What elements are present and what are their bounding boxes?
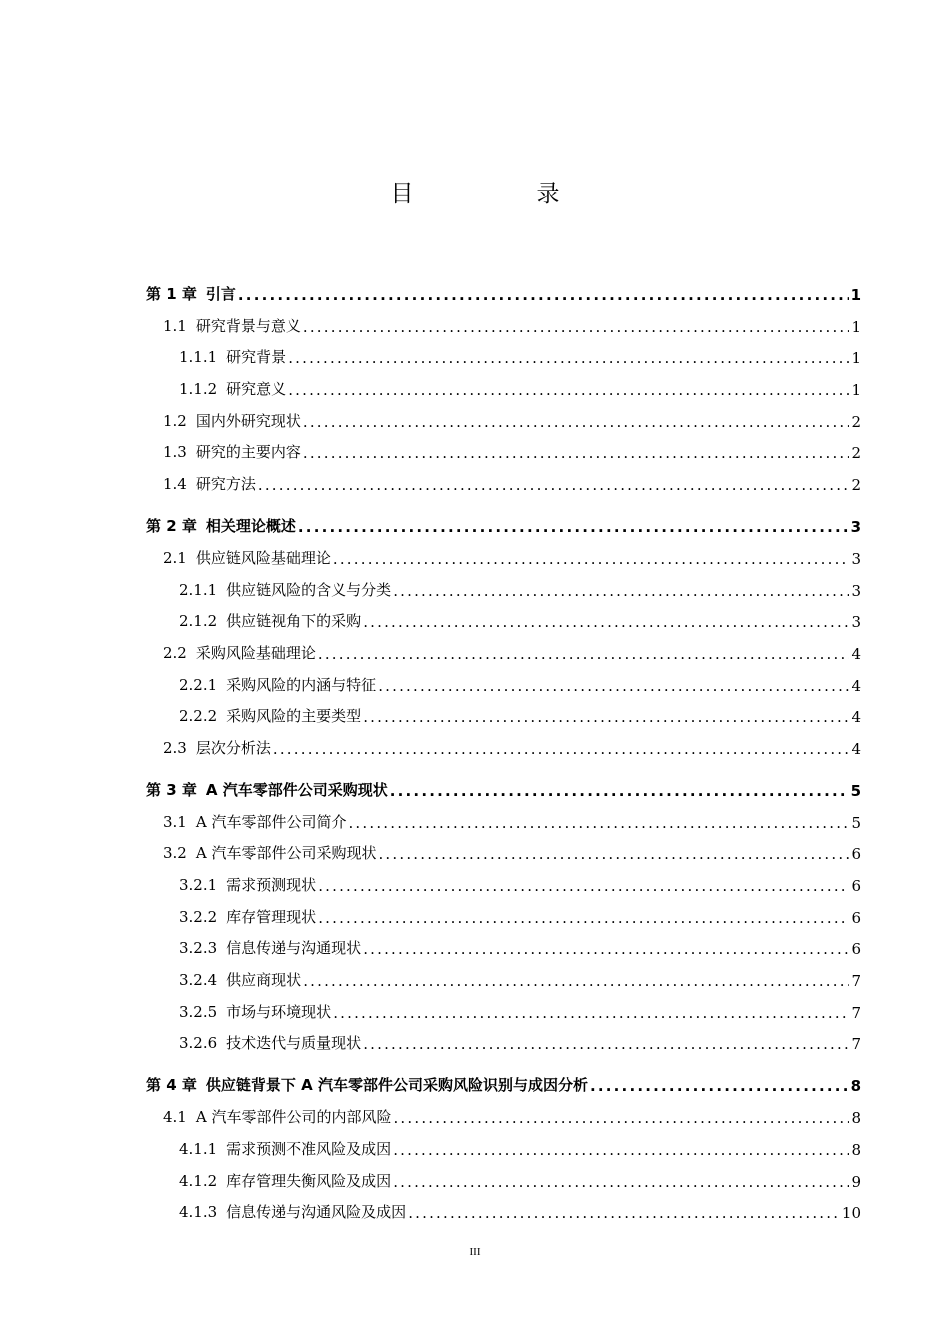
toc-title: 国内外研究现状 xyxy=(195,411,301,430)
toc-page-number: 5 xyxy=(850,781,861,800)
toc-entry-2-2-2[interactable] xyxy=(146,699,861,731)
toc-title: 市场与环境现状 xyxy=(226,1002,332,1021)
toc-number: 4.1.2 xyxy=(179,1171,218,1190)
toc-page-number: 7 xyxy=(851,1035,861,1054)
toc-entry-4-1-3[interactable] xyxy=(146,1195,861,1227)
toc-title: 采购风险基础理论 xyxy=(195,643,316,662)
toc-page-number: 9 xyxy=(851,1172,861,1191)
dot-leader xyxy=(363,940,849,962)
toc-page-number: 4 xyxy=(851,676,861,695)
toc-title: 供应链背景下 A 汽车零部件公司采购风险识别与成因分析 xyxy=(205,1076,588,1095)
toc-entry-chapter-3[interactable] xyxy=(146,772,861,804)
toc-page-number: 6 xyxy=(851,845,861,864)
page-number-footer: III xyxy=(469,1246,481,1258)
dot-leader xyxy=(303,318,850,340)
toc-title: 库存管理现状 xyxy=(226,907,317,926)
dot-leader xyxy=(393,582,849,604)
toc-page-number: 1 xyxy=(850,286,861,304)
dot-leader xyxy=(363,708,849,730)
toc-entry-3-2-5[interactable] xyxy=(146,994,861,1026)
toc-page-number: 1 xyxy=(851,317,861,336)
toc-number: 4.1.1 xyxy=(179,1139,218,1158)
toc-entry-1-2[interactable] xyxy=(146,403,861,435)
dot-leader xyxy=(288,381,849,403)
dot-leader xyxy=(318,645,850,667)
dot-leader xyxy=(303,444,850,466)
dot-leader xyxy=(318,909,849,931)
toc-number: 3.2.5 xyxy=(179,1002,218,1021)
toc-number: 2.2 xyxy=(163,643,187,662)
toc-title: 需求预测不准风险及成因 xyxy=(226,1139,392,1158)
dot-leader xyxy=(378,677,849,699)
toc-entry-1-1[interactable] xyxy=(146,308,861,340)
toc-number: 第 1 章 xyxy=(146,285,197,303)
toc-number: 3.2.1 xyxy=(179,876,218,894)
toc-number: 第 3 章 xyxy=(146,780,197,799)
toc-entry-4-1[interactable] xyxy=(146,1099,861,1131)
toc-page-number: 3 xyxy=(851,613,861,632)
toc-number: 2.1.1 xyxy=(179,580,218,599)
toc-page-number: 5 xyxy=(851,813,861,832)
toc-entry-chapter-1[interactable] xyxy=(146,276,861,308)
toc-number: 3.2.4 xyxy=(179,971,218,990)
dot-leader xyxy=(363,613,849,635)
toc-entry-1-4[interactable] xyxy=(146,466,861,498)
toc-page-number: 10 xyxy=(841,1204,861,1223)
dot-leader xyxy=(348,814,849,836)
toc-entry-3-2-3[interactable] xyxy=(146,931,861,963)
toc-title: 采购风险的主要类型 xyxy=(226,707,362,726)
toc-entry-1-1-2[interactable] xyxy=(146,371,861,403)
toc-entry-1-1-1[interactable] xyxy=(146,340,861,372)
toc-number: 2.1.2 xyxy=(179,612,218,631)
toc-entry-chapter-4[interactable] xyxy=(146,1067,861,1099)
toc-number: 第 2 章 xyxy=(146,517,197,536)
toc-title: 研究背景与意义 xyxy=(195,316,301,335)
toc-number: 3.1 xyxy=(163,812,187,831)
toc-page-number: 6 xyxy=(851,908,861,927)
toc-entry-4-1-2[interactable] xyxy=(146,1163,861,1195)
toc-number: 1.1.1 xyxy=(179,348,218,367)
toc-entry-3-2-4[interactable] xyxy=(146,962,861,994)
toc-page-number: 3 xyxy=(850,518,861,537)
toc-page-number: 4 xyxy=(851,644,861,663)
dot-leader xyxy=(393,1173,849,1195)
toc-title: 研究方法 xyxy=(195,475,256,494)
toc-page-number: 1 xyxy=(851,381,861,400)
toc-page-number: 8 xyxy=(850,1077,861,1096)
toc-number: 3.2 xyxy=(163,844,187,863)
dot-leader xyxy=(273,740,850,762)
toc-entry-3-2[interactable] xyxy=(146,836,861,868)
toc-title: A 汽车零部件公司采购现状 xyxy=(195,844,377,863)
toc-page-number: 6 xyxy=(851,877,861,895)
dot-leader xyxy=(303,413,850,435)
toc-title: A 汽车零部件公司简介 xyxy=(195,812,347,831)
toc-page-number: 1 xyxy=(851,349,861,368)
toc-title: 层次分析法 xyxy=(195,738,271,757)
toc-page-number: 8 xyxy=(851,1140,861,1159)
toc-page-number: 4 xyxy=(851,708,861,727)
toc-number: 1.2 xyxy=(163,411,187,430)
toc-entry-3-2-2[interactable] xyxy=(146,899,861,931)
dot-leader xyxy=(303,972,849,994)
toc-number: 4.1 xyxy=(163,1108,187,1127)
toc-title: 供应链风险基础理论 xyxy=(195,548,331,567)
toc-title: 研究背景 xyxy=(226,348,287,367)
toc-title: 相关理论概述 xyxy=(205,517,296,536)
toc-title: 库存管理失衡风险及成因 xyxy=(226,1171,392,1190)
toc-title: 研究的主要内容 xyxy=(195,443,301,462)
toc-page-number: 3 xyxy=(851,581,861,600)
page-title: 目 录 xyxy=(390,181,610,207)
dot-leader xyxy=(238,286,849,308)
dot-leader xyxy=(333,550,850,572)
toc-page-number: 2 xyxy=(851,444,861,463)
toc-number: 第 4 章 xyxy=(146,1076,197,1095)
toc-number: 2.2.1 xyxy=(179,675,218,694)
dot-leader xyxy=(393,1109,849,1131)
toc-title: 技术迭代与质量现状 xyxy=(226,1034,362,1053)
toc-title: 研究意义 xyxy=(226,380,287,399)
toc-page-number: 2 xyxy=(851,412,861,431)
dot-leader xyxy=(258,476,850,498)
toc-number: 3.2.2 xyxy=(179,907,218,926)
toc-number: 1.1 xyxy=(163,316,187,335)
toc-page-number: 7 xyxy=(851,972,861,991)
toc-number: 1.4 xyxy=(163,475,187,494)
toc-number: 2.3 xyxy=(163,738,187,757)
dot-leader xyxy=(298,518,849,540)
toc-title: 供应商现状 xyxy=(226,971,302,990)
dot-leader xyxy=(408,1204,840,1226)
toc-entry-3-2-1[interactable] xyxy=(146,867,861,899)
toc-entry-3-2-6[interactable] xyxy=(146,1026,861,1058)
toc-entry-chapter-2[interactable] xyxy=(146,508,861,540)
toc-page-number: 3 xyxy=(851,549,861,568)
toc-entry-2-2[interactable] xyxy=(146,635,861,667)
toc-page-number: 8 xyxy=(851,1109,861,1128)
toc-title: 信息传递与沟通风险及成因 xyxy=(226,1203,407,1222)
dot-leader xyxy=(378,845,849,867)
toc-title: 采购风险的内涵与特征 xyxy=(226,675,377,694)
dot-leader xyxy=(390,782,849,804)
dot-leader xyxy=(333,1004,849,1026)
toc-number: 2.2.2 xyxy=(179,707,218,726)
toc-title: 供应链视角下的采购 xyxy=(226,612,362,631)
table-of-contents xyxy=(146,276,861,1226)
toc-number: 3.2.3 xyxy=(179,939,218,958)
toc-entry-2-1[interactable] xyxy=(146,540,861,572)
toc-entry-1-3[interactable] xyxy=(146,435,861,467)
toc-title: 供应链风险的含义与分类 xyxy=(226,580,392,599)
toc-entry-2-1-1[interactable] xyxy=(146,572,861,604)
toc-number: 1.1.2 xyxy=(179,380,218,399)
toc-entry-3-1[interactable] xyxy=(146,804,861,836)
toc-title: 需求预测现状 xyxy=(226,876,317,894)
toc-page-number: 2 xyxy=(851,476,861,495)
toc-entry-2-2-1[interactable] xyxy=(146,667,861,699)
dot-leader xyxy=(363,1035,849,1057)
toc-number: 1.3 xyxy=(163,443,187,462)
toc-number: 2.1 xyxy=(163,548,187,567)
toc-page-number: 7 xyxy=(851,1003,861,1022)
toc-entry-2-1-2[interactable] xyxy=(146,604,861,636)
toc-title: A 汽车零部件公司采购现状 xyxy=(205,780,388,799)
toc-title: A 汽车零部件公司的内部风险 xyxy=(195,1108,392,1127)
toc-number: 4.1.3 xyxy=(179,1203,218,1222)
toc-number: 3.2.6 xyxy=(179,1034,218,1053)
dot-leader xyxy=(288,349,849,371)
toc-title: 引言 xyxy=(205,285,236,303)
toc-page-number: 6 xyxy=(851,940,861,959)
dot-leader xyxy=(590,1077,849,1099)
toc-entry-2-3[interactable] xyxy=(146,730,861,762)
dot-leader xyxy=(393,1141,849,1163)
dot-leader xyxy=(318,877,849,899)
toc-page-number: 4 xyxy=(851,739,861,758)
toc-entry-4-1-1[interactable] xyxy=(146,1131,861,1163)
toc-title: 信息传递与沟通现状 xyxy=(226,939,362,958)
